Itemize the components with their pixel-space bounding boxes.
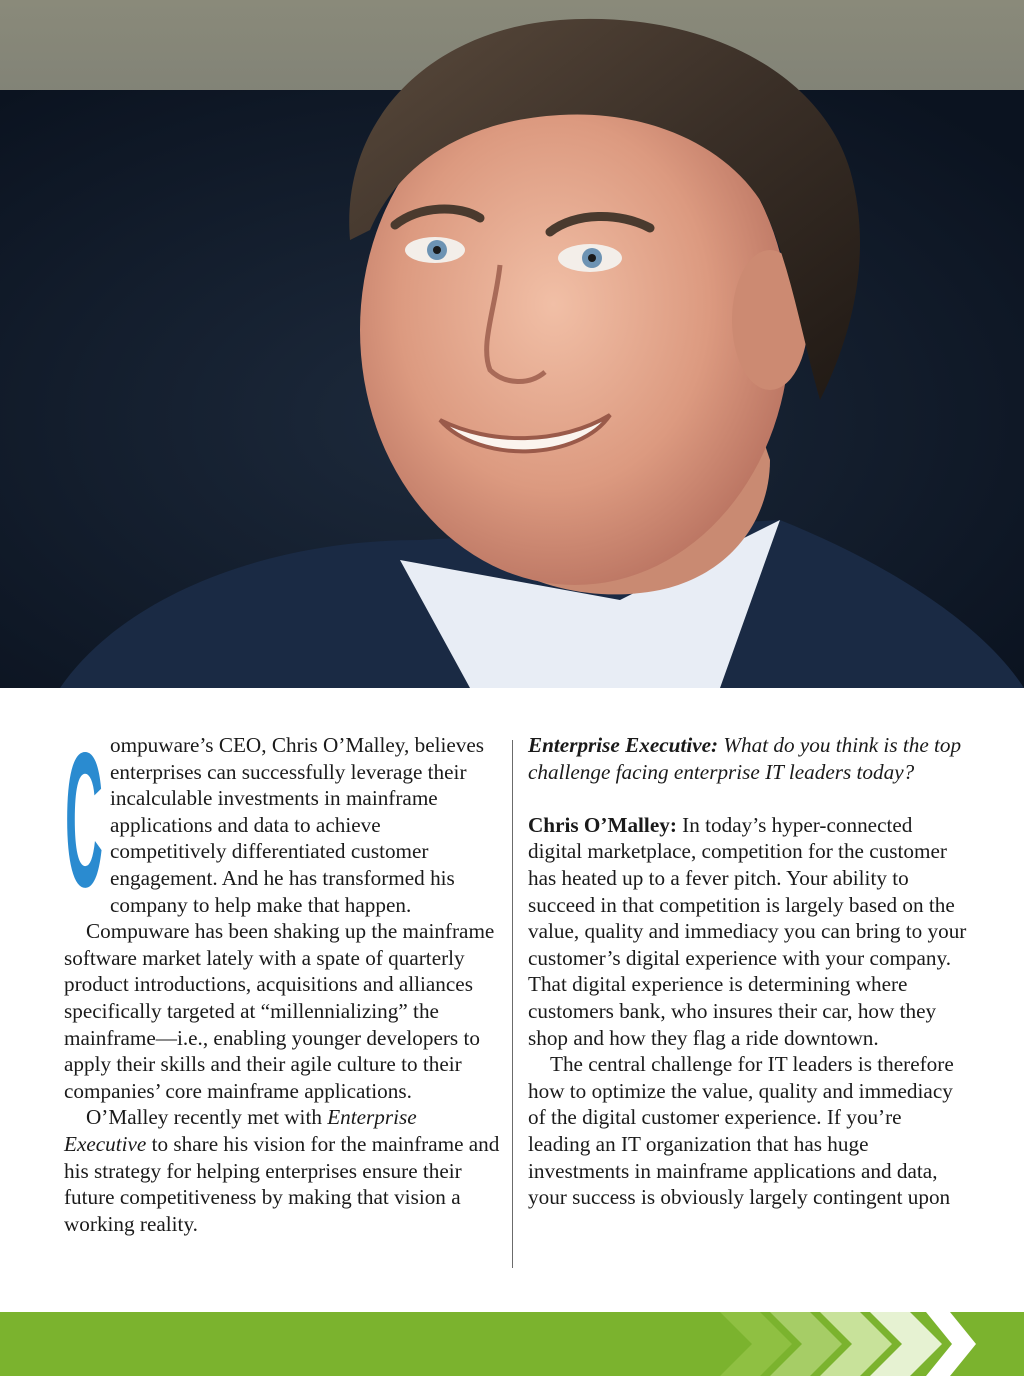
left-column — [64, 732, 500, 1237]
paragraph-2: Compuware has been shaking up the mainframe software market lately with a spate of quarterly product introductions, acquisitions and alliances specifically targeted at “millennializing” the mainframe—i.e., enabling younger developers to apply their skills and their agile culture to their companies’ core mainframe applications. — [64, 919, 495, 1103]
svg-text:C: C — [65, 736, 103, 892]
chevron-arrows-icon — [0, 1312, 1024, 1376]
intro-paragraph — [64, 732, 500, 918]
interview-answer — [528, 812, 968, 1051]
paragraph-3-part-b: to share his vision for the mainframe and his strategy for helping enterprises ensure their future competitiveness by making that vision a working reality. — [64, 1131, 500, 1236]
publication-name: Enterprise Executive — [64, 1105, 417, 1156]
paragraph-3-part-a: O’Malley recently met with — [86, 1105, 328, 1130]
question-text: What do you think is the top challenge facing enterprise IT leaders today? — [528, 733, 962, 784]
answer-text: In today’s hyper-connected digital marketplace, competition for the customer has heated up to a fever pitch. Your ability to succeed in that competition is largely based on the value, quality and immediacy you can bring to your customer’s digital experience with your company. That digital experience is determining where customers bank, who insures their car, how they shop and how they flag a ride downtown. — [528, 812, 967, 1050]
intro-text: ompuware’s CEO, Chris O’Malley, believes enterprises can successfully leverage their incalculable investments in mainframe applications and data to achieve competitively differentiated customer engagement. And he has transformed his company to help make that happen. — [110, 733, 485, 917]
answer-speaker: Chris O’Malley: — [528, 812, 677, 837]
right-column — [528, 732, 968, 1211]
paragraph-spacer — [528, 785, 968, 812]
interview-question — [528, 732, 968, 785]
column-divider — [512, 740, 513, 1268]
answer-paragraph-2: The central challenge for IT leaders is therefore how to optimize the value, quality and immediacy of the digital customer experience. If you’re leading an IT organization that has huge investments in mainframe applications and data, your success is obviously largely contingent upon — [528, 1052, 954, 1210]
drop-cap-letter — [64, 736, 104, 892]
footer-bar — [0, 1312, 1024, 1376]
paragraph-3 — [64, 1104, 500, 1237]
drop-cap — [64, 736, 104, 892]
question-speaker: Enterprise Executive: — [528, 733, 719, 757]
